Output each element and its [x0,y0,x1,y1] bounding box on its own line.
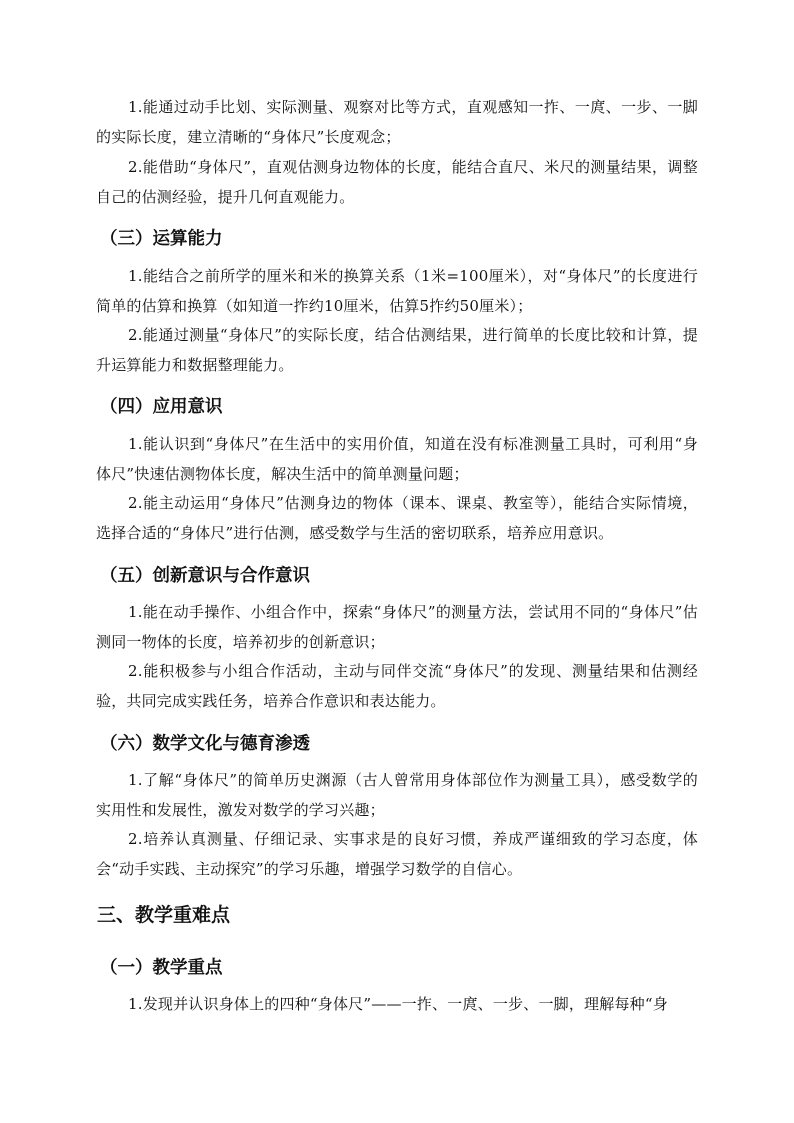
paragraph-sec2-item-1: 1.能通过动手比划、实际测量、观察对比等方式，直观感知一拃、一庹、一步、一脚的实际长度，建立清晰的“身体尺”长度观念； [96,98,698,146]
heading-sec5: （五）创新意识与合作意识 [100,566,310,586]
heading-part3-sub1: （一）教学重点 [100,958,223,978]
paragraph-sec4-item-1: 1.能认识到“身体尺”在生活中的实用价值，知道在没有标准测量工具时，可利用“身体尺”快速估测物体长度，解决生活中的简单测量问题； [96,435,698,483]
paragraph-sec2-item-2: 2.能借助“身体尺”，直观估测身边物体的长度，能结合直尺、米尺的测量结果，调整自己的估测经验，提升几何直观能力。 [96,158,698,206]
paragraph-sec6-item-2: 2.培养认真测量、仔细记录、实事求是的良好习惯，养成严谨细致的学习态度，体会“动手实践、主动探究”的学习乐趣，增强学习数学的自信心。 [96,830,698,878]
heading-sec4: （四）应用意识 [100,397,223,417]
paragraph-sec6-item-1: 1.了解“身体尺”的简单历史渊源（古人曾常用身体部位作为测量工具），感受数学的实用性和发展性，激发对数学的学习兴趣； [96,771,698,819]
paragraph-sec5-item-1: 1.能在动手操作、小组合作中，探索“身体尺”的测量方法，尝试用不同的“身体尺”估测同一物体的长度，培养初步的创新意识； [96,603,698,651]
paragraph-sec3-item-2: 2.能通过测量“身体尺”的实际长度，结合估测结果，进行简单的长度比较和计算，提升运算能力和数据整理能力。 [96,326,698,374]
paragraph-sec4-item-2: 2.能主动运用“身体尺”估测身边的物体（课本、课桌、教室等），能结合实际情境，选择合适的“身体尺”进行估测，感受数学与生活的密切联系，培养应用意识。 [96,494,698,542]
paragraph-sec3-item-1: 1.能结合之前所学的厘米和米的换算关系（1米=100厘米），对“身体尺”的长度进行简单的估算和换算（如知道一拃约10厘米，估算5拃约50厘米）； [96,267,698,315]
heading-sec3: （三）运算能力 [100,229,223,249]
heading-sec6: （六）数学文化与德育渗透 [100,734,310,754]
paragraph-sec5-item-2: 2.能积极参与小组合作活动，主动与同伴交流“身体尺”的发现、测量结果和估测经验，共同完成实践任务，培养合作意识和表达能力。 [96,662,698,710]
heading-part3: 三、教学重难点 [97,904,231,926]
paragraph-part3-item-1: 1.发现并认识身体上的四种“身体尺”——一拃、一庹、一步、一脚，理解每种“身 [128,995,668,1013]
